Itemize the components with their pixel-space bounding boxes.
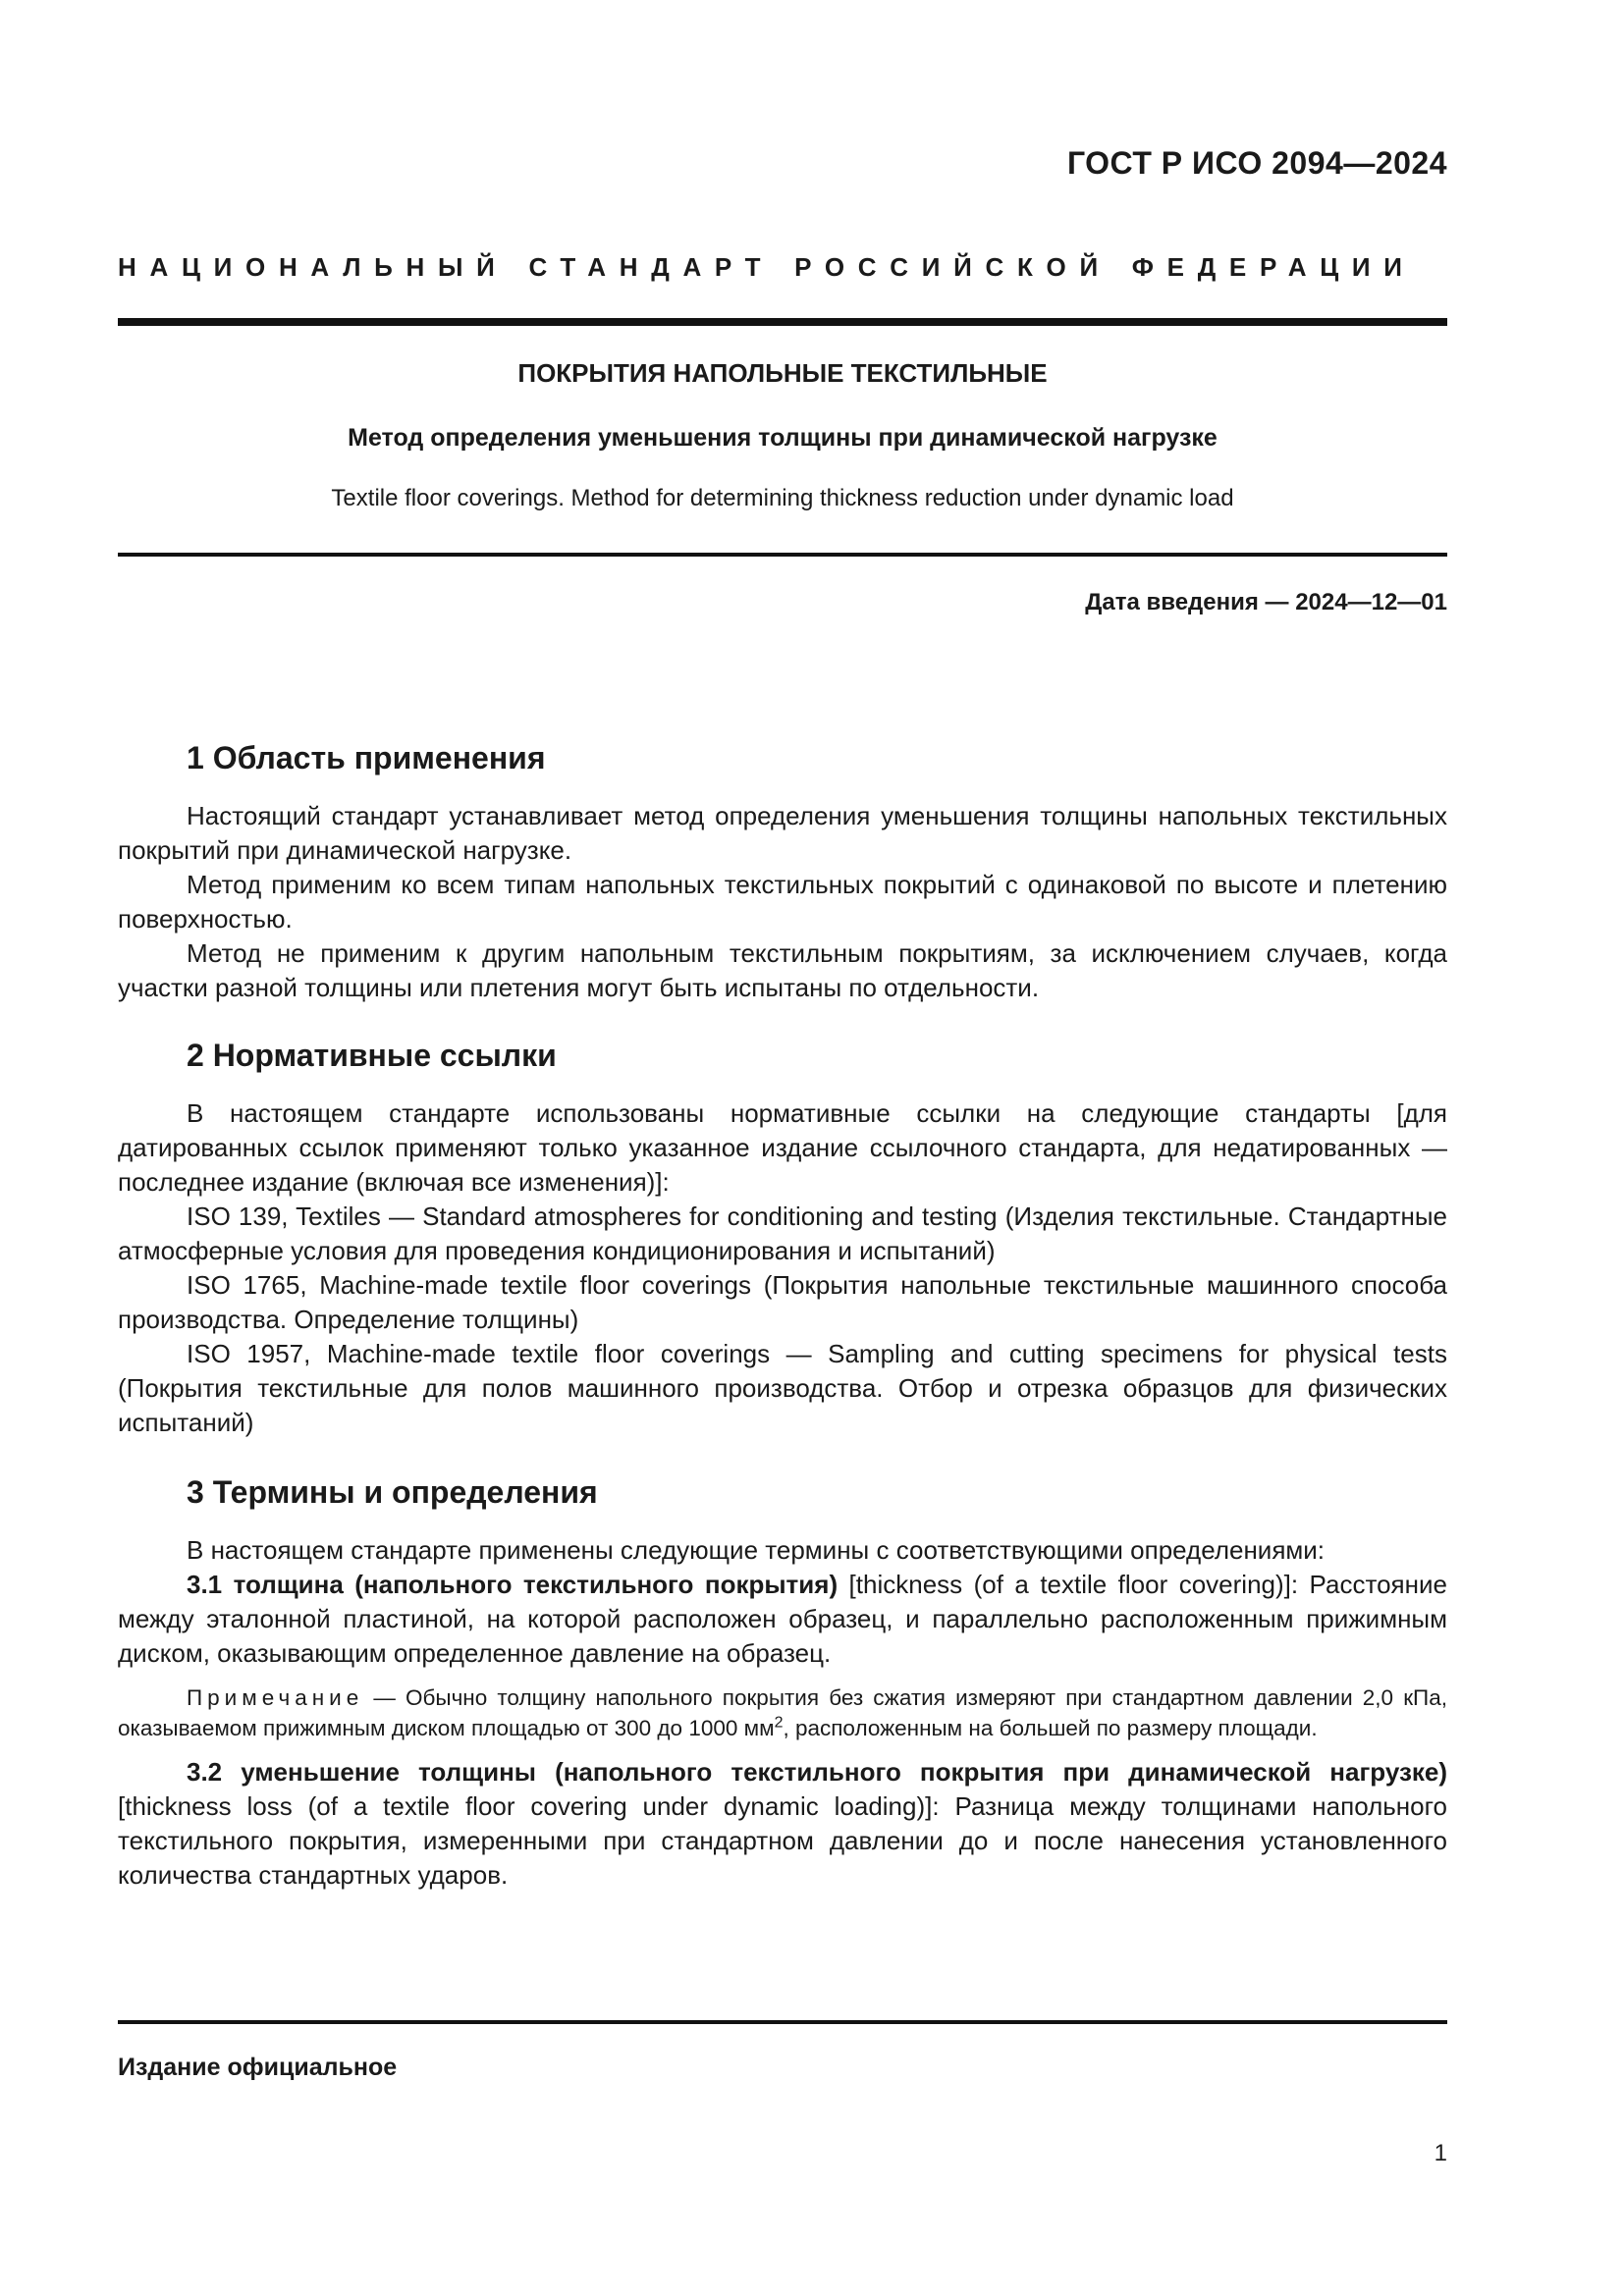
- note-label: Примечание: [187, 1685, 364, 1710]
- note: [118, 1682, 1447, 1743]
- section-normative-references: [118, 1036, 1447, 1440]
- paragraph: В настоящем стандарте использованы нормативные ссылки на следующие стандарты [для датированных ссылок применяют только указанное издание ссылочного стандарта, для недатированных — последнее издание (включая все изменения)]:: [118, 1098, 1447, 1197]
- section-heading: 3 Термины и определения: [187, 1474, 598, 1510]
- reference-item: ISO 1765, Machine-made textile floor coverings (Покрытия напольные текстильные машинного способа производства. Определение толщины): [118, 1270, 1447, 1334]
- term-definition: [thickness (of a textile floor covering)]: Расстояние между эталонной пластиной, на которой расположен образец, и параллельно расположенным прижимным диском, оказывающим определенное давление на образец.: [118, 1570, 1447, 1668]
- term-definition: [thickness loss (of a textile floor covering under dynamic loading)]: Разница между толщинами напольного текстильного покрытия, измеренными при стандартном давлении до и после нанесения установленного количества стандартных ударов.: [118, 1791, 1447, 1890]
- paragraph: Настоящий стандарт устанавливает метод определения уменьшения толщины напольных текстильных покрытий при динамической нагрузке.: [118, 801, 1447, 865]
- page-number: 1: [1434, 2140, 1447, 2166]
- title-divider: [118, 553, 1447, 557]
- section-terms-definitions: [118, 1472, 1447, 1893]
- document-english-title: Textile floor coverings. Method for determining thickness reduction under dynamic load: [331, 485, 1234, 511]
- official-edition-label: Издание официальное: [118, 2054, 398, 2081]
- term-entry: [118, 1755, 1447, 1893]
- introduction-date: Дата введения — 2024—12—01: [1085, 589, 1447, 615]
- reference-item: ISO 1957, Machine-made textile floor coverings — Sampling and cutting specimens for physical tests (Покрытия текстильные для полов машинного производства. Отбор и отрезка образцов для физических испытаний): [118, 1339, 1447, 1437]
- national-standard-banner: НАЦИОНАЛЬНЫЙ СТАНДАРТ РОССИЙСКОЙ ФЕДЕРАЦИИ: [118, 252, 1416, 282]
- footer-divider: [118, 2020, 1447, 2024]
- paragraph: Метод не применим к другим напольным текстильным покрытиям, за исключением случаев, когда участки разной толщины или плетения могут быть испытаны по отдельности.: [118, 938, 1447, 1002]
- paragraph: В настоящем стандарте применены следующие термины с соответствующими определениями:: [187, 1535, 1326, 1565]
- reference-item: ISO 139, Textiles — Standard atmospheres for conditioning and testing (Изделия текстильные. Стандартные атмосферные условия для проведения кондиционирования и испытаний): [118, 1201, 1447, 1265]
- document-subtitle: Метод определения уменьшения толщины при динамической нагрузке: [348, 424, 1218, 452]
- note-text: — Обычно толщину напольного покрытия без сжатия измеряют при стандартном давлении 2,0 кПа, оказываемом прижимным диском площадью от 300 до 1000 мм: [118, 1685, 1447, 1740]
- section-scope: [118, 738, 1447, 1005]
- header-divider: [118, 318, 1447, 326]
- document-number: ГОСТ Р ИСО 2094—2024: [1066, 145, 1447, 181]
- term-name: 3.1 толщина (напольного текстильного покрытия): [187, 1570, 839, 1599]
- superscript: 2: [774, 1714, 784, 1732]
- document-title: ПОКРЫТИЯ НАПОЛЬНЫЕ ТЕКСТИЛЬНЫЕ: [517, 358, 1048, 388]
- term-name: 3.2 уменьшение толщины (напольного текстильного покрытия при динамической нагрузке): [187, 1757, 1447, 1787]
- term-entry: [118, 1568, 1447, 1671]
- paragraph: Метод применим ко всем типам напольных текстильных покрытий с одинаковой по высоте и плетению поверхностью.: [118, 870, 1447, 934]
- section-heading: 2 Нормативные ссылки: [187, 1038, 557, 1073]
- section-heading: 1 Область применения: [187, 740, 546, 775]
- note-text-end: , расположенным на большей по размеру площади.: [783, 1716, 1318, 1740]
